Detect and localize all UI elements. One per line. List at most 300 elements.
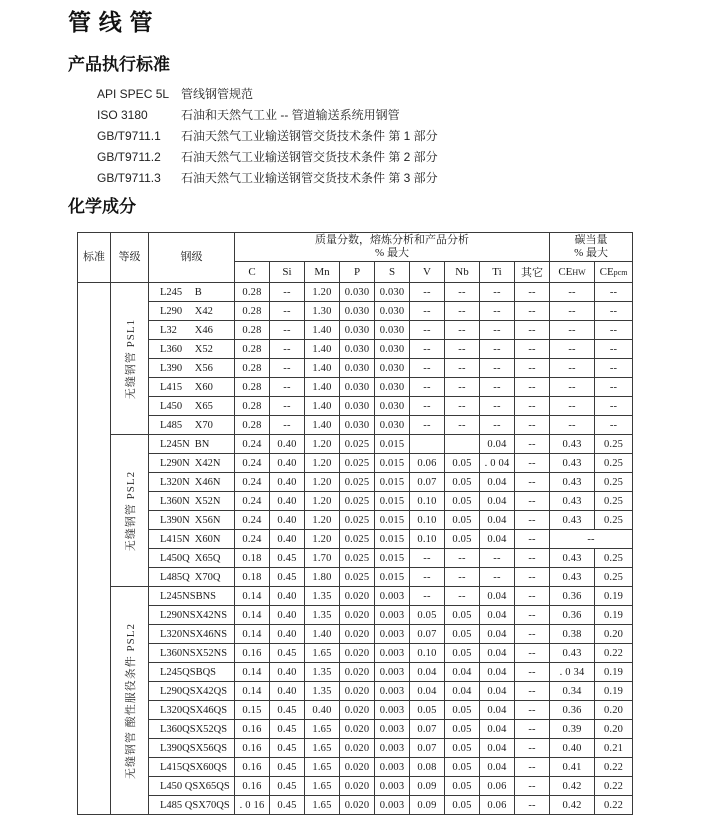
grade-text [149, 686, 234, 697]
value-cell: 1.80 [305, 568, 340, 587]
header-element-nb: Nb [445, 262, 480, 283]
table-row [78, 606, 633, 625]
grade-right: X60QS [195, 761, 228, 773]
header-mass-fraction-sub: % 最大 [375, 247, 409, 259]
grade-cell [149, 625, 235, 644]
value-cell: 0.10 [410, 511, 445, 530]
value-cell: 0.38 [550, 625, 595, 644]
value-cell: -- [515, 302, 550, 321]
value-cell: 0.28 [235, 302, 270, 321]
value-cell: 1.70 [305, 549, 340, 568]
value-cell: -- [550, 302, 595, 321]
value-cell: -- [515, 777, 550, 796]
value-cell: 0.16 [235, 777, 270, 796]
value-cell: -- [515, 454, 550, 473]
value-cell: 0.40 [270, 663, 305, 682]
grade-left: L245 [160, 286, 183, 298]
value-cell: . 0 16 [235, 796, 270, 815]
grade-right: X46N [194, 476, 221, 488]
grade-cell [149, 321, 235, 340]
grade-text [149, 401, 234, 412]
value-cell: . 0 34 [550, 663, 595, 682]
table-row [78, 701, 633, 720]
table-row [78, 739, 633, 758]
value-cell: -- [595, 416, 633, 435]
value-cell: 0.25 [595, 473, 633, 492]
value-cell: -- [515, 473, 550, 492]
value-cell: 0.18 [235, 568, 270, 587]
value-cell: 0.020 [340, 587, 375, 606]
value-cell: 0.030 [375, 340, 410, 359]
value-cell: 0.020 [340, 644, 375, 663]
value-cell: 1.65 [305, 758, 340, 777]
value-cell: 1.20 [305, 454, 340, 473]
grade-text [149, 610, 234, 621]
value-cell: -- [515, 435, 550, 454]
grade-left: L450 QS [160, 780, 199, 792]
value-cell: -- [410, 340, 445, 359]
value-cell: 0.43 [550, 549, 595, 568]
value-cell: 0.030 [375, 283, 410, 302]
value-cell: 0.24 [235, 435, 270, 454]
value-cell: 1.40 [305, 625, 340, 644]
standard-desc: 石油和天然气工业 -- 管道输送系统用钢管 [181, 108, 400, 122]
grade-right: X60 [194, 381, 213, 393]
grade-text [149, 477, 234, 488]
value-cell: -- [410, 416, 445, 435]
value-cell: -- [270, 283, 305, 302]
grade-right: X42N [194, 457, 221, 469]
standard-code: GB/T9711.2 [97, 150, 161, 164]
header-element-p: P [340, 262, 375, 283]
value-cell: 0.43 [550, 644, 595, 663]
value-cell: 0.22 [595, 758, 633, 777]
value-cell: 0.43 [550, 492, 595, 511]
table-row [78, 720, 633, 739]
header-element-v: V [410, 262, 445, 283]
table-row [78, 587, 633, 606]
grade-cell [149, 549, 235, 568]
value-cell: 0.003 [375, 720, 410, 739]
value-cell: 0.04 [445, 682, 480, 701]
value-cell: 0.45 [270, 720, 305, 739]
value-cell: 1.20 [305, 283, 340, 302]
value-cell: -- [595, 302, 633, 321]
grade-right: X56QS [195, 742, 228, 754]
value-cell: -- [515, 321, 550, 340]
value-cell: -- [480, 549, 515, 568]
grade-right: BNS [195, 590, 217, 602]
value-cell: -- [550, 340, 595, 359]
grade-cell [149, 397, 235, 416]
value-cell: 0.10 [410, 492, 445, 511]
value-cell: 0.05 [445, 492, 480, 511]
value-cell: -- [550, 416, 595, 435]
grade-text [149, 705, 234, 716]
value-cell: 0.40 [270, 473, 305, 492]
value-cell: 0.04 [480, 739, 515, 758]
value-cell: 0.19 [595, 682, 633, 701]
grade-cell [149, 777, 235, 796]
value-cell: 1.65 [305, 644, 340, 663]
value-cell: 0.43 [550, 435, 595, 454]
grade-cell [149, 511, 235, 530]
value-cell: 0.04 [410, 663, 445, 682]
grade-text [149, 762, 234, 773]
value-cell: -- [515, 530, 550, 549]
value-cell: -- [445, 587, 480, 606]
level-group-cell [111, 587, 149, 815]
value-cell: 0.015 [375, 435, 410, 454]
standards-item [97, 105, 718, 126]
value-cell: 0.025 [340, 530, 375, 549]
standards-item [97, 147, 718, 168]
table-row [78, 397, 633, 416]
header-element-c: C [235, 262, 270, 283]
value-cell: -- [515, 416, 550, 435]
value-cell: 0.020 [340, 682, 375, 701]
value-cell: 0.05 [410, 701, 445, 720]
value-cell: 0.45 [270, 701, 305, 720]
value-cell: 1.35 [305, 587, 340, 606]
value-cell: -- [445, 568, 480, 587]
value-cell: 0.40 [270, 454, 305, 473]
standard-code: ISO 3180 [97, 108, 148, 122]
grade-cell [149, 454, 235, 473]
value-cell: 0.09 [410, 777, 445, 796]
value-cell: 0.40 [270, 625, 305, 644]
grade-left: L360QS [160, 723, 196, 735]
value-cell: 0.10 [410, 530, 445, 549]
header-element-si: Si [270, 262, 305, 283]
header-element-ti: Ti [480, 262, 515, 283]
value-cell: 0.025 [340, 473, 375, 492]
header-grade: 钢级 [149, 233, 235, 283]
grade-cell [149, 473, 235, 492]
value-cell: 0.14 [235, 663, 270, 682]
standard-code: API SPEC 5L [97, 87, 170, 101]
table-row [78, 302, 633, 321]
value-cell: 0.19 [595, 663, 633, 682]
value-cell: -- [515, 796, 550, 815]
value-cell: -- [410, 302, 445, 321]
value-cell: 1.35 [305, 663, 340, 682]
value-cell: 0.04 [480, 530, 515, 549]
value-cell: -- [410, 568, 445, 587]
standard-desc: 石油天然气工业输送钢管交货技术条件 第 1 部分 [181, 129, 438, 143]
grade-left: L245NS [160, 590, 196, 602]
value-cell: 0.40 [550, 739, 595, 758]
value-cell: 0.25 [595, 511, 633, 530]
grade-left: L290NS [160, 609, 196, 621]
value-cell: -- [550, 530, 633, 549]
value-cell: -- [595, 397, 633, 416]
header-carbon-equivalent-sub: % 最大 [574, 247, 608, 259]
value-cell: -- [445, 397, 480, 416]
grade-right: B [194, 286, 202, 298]
value-cell: 0.25 [595, 454, 633, 473]
value-cell: 0.030 [340, 340, 375, 359]
grade-left: L290 [160, 305, 183, 317]
value-cell: 0.020 [340, 663, 375, 682]
value-cell: 0.05 [445, 511, 480, 530]
value-cell: 0.24 [235, 473, 270, 492]
value-cell: 0.025 [340, 511, 375, 530]
grade-left: L415 [160, 381, 183, 393]
value-cell: 0.015 [375, 568, 410, 587]
value-cell: 1.35 [305, 682, 340, 701]
grade-text [149, 382, 234, 393]
grade-left: L320QS [160, 704, 196, 716]
value-cell: 0.04 [480, 758, 515, 777]
value-cell: 0.04 [480, 701, 515, 720]
value-cell: -- [515, 511, 550, 530]
grade-left: L485Q [160, 571, 190, 583]
value-cell: 0.14 [235, 606, 270, 625]
value-cell: 0.25 [595, 435, 633, 454]
value-cell: 0.07 [410, 739, 445, 758]
ce-main: CE [558, 266, 573, 278]
value-cell: 0.07 [410, 473, 445, 492]
value-cell: 0.020 [340, 739, 375, 758]
chemical-composition-table [77, 232, 633, 815]
value-cell: 0.030 [375, 378, 410, 397]
value-cell: -- [515, 606, 550, 625]
value-cell: 0.020 [340, 720, 375, 739]
value-cell: 0.06 [410, 454, 445, 473]
value-cell: 0.025 [340, 435, 375, 454]
value-cell: 0.025 [340, 568, 375, 587]
grade-text [149, 363, 234, 374]
grade-right: X42 [194, 305, 213, 317]
value-cell: 0.25 [595, 568, 633, 587]
value-cell: 0.28 [235, 378, 270, 397]
value-cell: 0.40 [270, 530, 305, 549]
value-cell: 0.20 [595, 625, 633, 644]
value-cell: 0.42 [550, 777, 595, 796]
value-cell: 0.28 [235, 340, 270, 359]
grade-text [149, 344, 234, 355]
value-cell: 0.22 [595, 644, 633, 663]
value-cell: 0.24 [235, 454, 270, 473]
value-cell: 0.003 [375, 644, 410, 663]
grade-cell [149, 796, 235, 815]
value-cell: -- [480, 302, 515, 321]
value-cell: -- [445, 302, 480, 321]
value-cell: -- [515, 644, 550, 663]
grade-right: X56 [194, 362, 213, 374]
value-cell: -- [270, 416, 305, 435]
value-cell: -- [515, 340, 550, 359]
value-cell: 0.04 [445, 663, 480, 682]
value-cell: -- [515, 397, 550, 416]
grade-right: X46QS [195, 704, 228, 716]
standard-code: GB/T9711.3 [97, 171, 161, 185]
value-cell: 0.28 [235, 416, 270, 435]
value-cell: 1.65 [305, 777, 340, 796]
table-row [78, 549, 633, 568]
level-group-label: 无缝钢管 酸性服役条件 PSL2 [124, 622, 137, 779]
value-cell: -- [410, 549, 445, 568]
grade-right: X52 [194, 343, 213, 355]
grade-left: L320N [160, 476, 190, 488]
header-ce-col-0 [550, 262, 595, 283]
value-cell: 0.16 [235, 758, 270, 777]
grade-left: L290N [160, 457, 190, 469]
grade-cell [149, 720, 235, 739]
header-element-mn: Mn [305, 262, 340, 283]
value-cell: 0.36 [550, 606, 595, 625]
header-group-row [78, 233, 633, 262]
value-cell: 0.030 [375, 302, 410, 321]
grade-right: X65QS [198, 780, 230, 792]
grade-text [149, 572, 234, 583]
value-cell: 0.25 [595, 492, 633, 511]
value-cell: 1.40 [305, 340, 340, 359]
value-cell: -- [410, 397, 445, 416]
value-cell: 0.16 [235, 720, 270, 739]
grade-right: X60N [194, 533, 221, 545]
value-cell: 0.14 [235, 682, 270, 701]
value-cell: -- [270, 378, 305, 397]
value-cell: 0.05 [445, 644, 480, 663]
value-cell: 0.45 [270, 758, 305, 777]
grade-right: X65 [194, 400, 213, 412]
value-cell: 0.020 [340, 625, 375, 644]
grade-text [149, 648, 234, 659]
value-cell: 0.015 [375, 454, 410, 473]
value-cell: -- [270, 321, 305, 340]
value-cell: 0.28 [235, 359, 270, 378]
value-cell: 0.36 [550, 701, 595, 720]
grade-cell [149, 682, 235, 701]
value-cell: 0.34 [550, 682, 595, 701]
value-cell: 0.18 [235, 549, 270, 568]
value-cell: 0.25 [595, 549, 633, 568]
grade-text [149, 515, 234, 526]
grade-text [149, 439, 234, 450]
value-cell: -- [595, 359, 633, 378]
grade-text [149, 458, 234, 469]
value-cell: 0.45 [270, 549, 305, 568]
value-cell: -- [550, 359, 595, 378]
grade-cell [149, 568, 235, 587]
value-cell: 1.20 [305, 492, 340, 511]
value-cell: 0.003 [375, 606, 410, 625]
grade-right: X52NS [195, 647, 228, 659]
standard-code: GB/T9711.1 [97, 129, 161, 143]
grade-cell [149, 283, 235, 302]
header-mass-fraction-group [235, 233, 550, 262]
grade-left: L415N [160, 533, 190, 545]
value-cell: 1.40 [305, 397, 340, 416]
header-element-其它: 其它 [515, 262, 550, 283]
value-cell: 0.45 [270, 644, 305, 663]
value-cell: 0.025 [340, 492, 375, 511]
table-header [78, 233, 633, 283]
value-cell: 0.030 [340, 378, 375, 397]
header-ce-col-1 [595, 262, 633, 283]
value-cell: 0.40 [305, 701, 340, 720]
value-cell: 0.45 [270, 739, 305, 758]
value-cell: 0.030 [340, 321, 375, 340]
grade-left: L415QS [160, 761, 196, 773]
value-cell: -- [480, 568, 515, 587]
value-cell: 0.40 [270, 606, 305, 625]
value-cell: 0.020 [340, 701, 375, 720]
table-row [78, 777, 633, 796]
value-cell: 0.04 [480, 625, 515, 644]
value-cell: 0.05 [445, 530, 480, 549]
value-cell [445, 435, 480, 454]
grade-left: L390N [160, 514, 190, 526]
value-cell: 0.04 [480, 682, 515, 701]
value-cell: 1.40 [305, 378, 340, 397]
grade-right: X56N [194, 514, 221, 526]
value-cell: 0.04 [480, 473, 515, 492]
grade-left: L245QS [160, 666, 196, 678]
grade-text [149, 420, 234, 431]
standard-column-cell [78, 283, 111, 815]
value-cell: 0.14 [235, 625, 270, 644]
value-cell: 0.43 [550, 454, 595, 473]
value-cell: 0.16 [235, 644, 270, 663]
grade-left: L360 [160, 343, 183, 355]
standard-desc: 石油天然气工业输送钢管交货技术条件 第 2 部分 [181, 150, 438, 164]
table-row [78, 625, 633, 644]
header-level: 等级 [111, 233, 149, 283]
standard-desc: 管线钢管规范 [181, 87, 254, 101]
value-cell: -- [480, 321, 515, 340]
value-cell: -- [480, 397, 515, 416]
value-cell: -- [480, 283, 515, 302]
value-cell: 0.05 [445, 720, 480, 739]
grade-right: X70QS [198, 799, 230, 811]
value-cell: 1.30 [305, 302, 340, 321]
value-cell: 0.22 [595, 777, 633, 796]
value-cell: 0.06 [480, 796, 515, 815]
grade-left: L390QS [160, 742, 196, 754]
value-cell: 0.015 [375, 473, 410, 492]
value-cell: -- [410, 359, 445, 378]
value-cell: 0.20 [595, 701, 633, 720]
table-row [78, 283, 633, 302]
grade-cell [149, 378, 235, 397]
value-cell: -- [270, 359, 305, 378]
header-carbon-equivalent-group [550, 233, 633, 262]
grade-left: L450Q [160, 552, 190, 564]
value-cell: 0.06 [480, 777, 515, 796]
grade-cell [149, 644, 235, 663]
table-row [78, 435, 633, 454]
value-cell: 0.003 [375, 777, 410, 796]
value-cell: 0.04 [480, 435, 515, 454]
value-cell: 0.020 [340, 606, 375, 625]
value-cell: 0.45 [270, 796, 305, 815]
grade-text [149, 800, 234, 811]
value-cell: 0.05 [445, 606, 480, 625]
grade-left: L485 QS [160, 799, 199, 811]
value-cell: 0.28 [235, 397, 270, 416]
value-cell: 0.43 [550, 568, 595, 587]
grade-cell [149, 663, 235, 682]
standards-item [97, 126, 718, 147]
value-cell: -- [445, 283, 480, 302]
value-cell: -- [445, 416, 480, 435]
table-row [78, 359, 633, 378]
grade-text [149, 553, 234, 564]
grade-text [149, 629, 234, 640]
